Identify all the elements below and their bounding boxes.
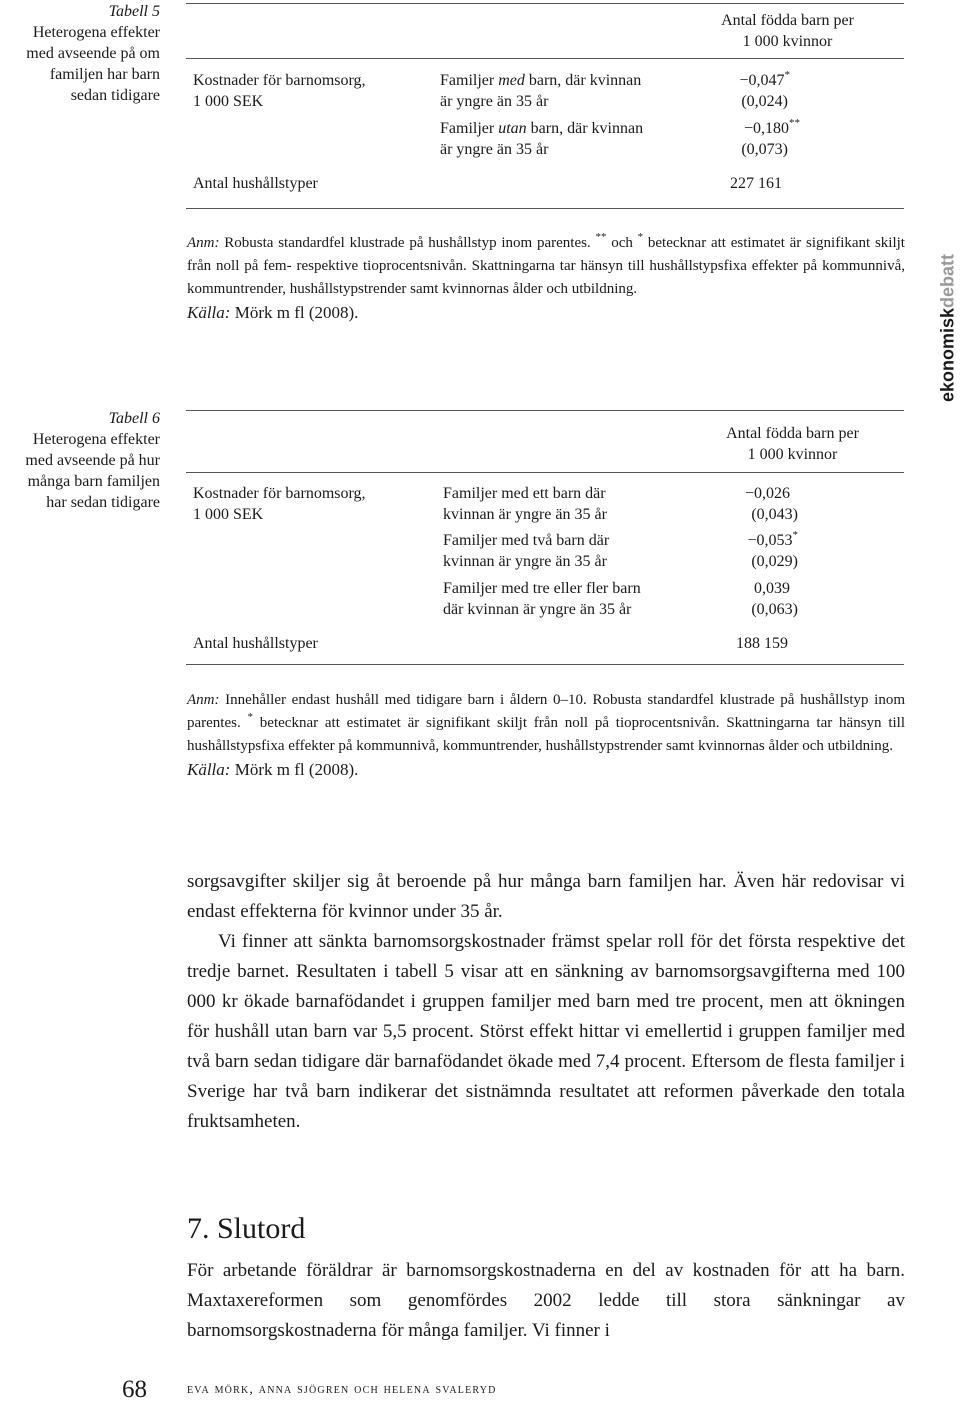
source-label: Källa: — [187, 303, 231, 322]
significance-stars: * — [784, 69, 790, 81]
table5-note — [187, 232, 905, 324]
table6-se — [690, 504, 798, 525]
significance-stars: ** — [595, 231, 607, 243]
table6-group-label — [443, 530, 609, 572]
significance-stars: * — [247, 711, 254, 723]
source-text: Mörk m fl (2008). — [230, 760, 359, 779]
table6-estimate-value: −0,026 — [744, 485, 790, 502]
table6-n-label: Antal hushållstyper — [193, 635, 318, 652]
body-paragraph: sorgsavgifter skiljer sig åt beroende på hur många barn familjen har. Även här redovisar vi endast effekterna för kvinnor under 35 år. — [187, 871, 905, 922]
note-text: och — [606, 235, 638, 251]
table6-se-value: (0,043) — [751, 506, 798, 523]
table5-group-text: barn, där kvinnan — [526, 120, 644, 137]
table5-col-header — [700, 10, 875, 52]
table5-caption-line: med avseende på om — [26, 45, 160, 62]
table6-bottom-rule — [186, 664, 904, 665]
table5-header-rule — [186, 58, 904, 59]
table6-col-header-line: 1 000 kvinnor — [747, 446, 838, 463]
table6-caption-line: med avseende på hur — [25, 452, 160, 469]
table6-estimate — [690, 530, 798, 551]
table6-group-text: Familjer med ett barn där — [443, 485, 606, 502]
table6-label: Tabell 6 — [108, 410, 160, 427]
table5-group-text: är yngre än 35 år — [440, 141, 549, 158]
table5-caption — [0, 1, 160, 106]
table5-caption-line: sedan tidigare — [70, 87, 160, 104]
table5-group-label — [440, 118, 643, 160]
page-number: 68 — [122, 1376, 147, 1403]
table6-group-label — [443, 483, 607, 525]
table6-estimate — [690, 578, 790, 599]
table6-col-header — [705, 423, 880, 465]
table5-estimate-value: −0,180 — [743, 120, 789, 137]
table6-se — [690, 599, 798, 620]
table6-estimate-value: 0,039 — [754, 580, 790, 597]
table5-group-text: barn, där kvinnan — [524, 72, 642, 89]
table6-group-label — [443, 578, 641, 620]
table5-estimate — [690, 70, 790, 91]
table5-row-label — [193, 70, 366, 112]
table5-group-emph: utan — [498, 120, 527, 137]
table6-note — [187, 689, 905, 781]
table6-caption — [0, 408, 160, 513]
body-text — [187, 867, 905, 1137]
table5-group-text: Familjer — [440, 120, 499, 137]
body-paragraph: För arbetande föräldrar är barnomsorgskostnaderna en del av kostnaden för att ha barn. Maxtaxereformen som genomfördes 2002 ledde till stora sänkningar av barnomsorgskostnaderna för många familjer. Vi finner i — [187, 1260, 905, 1341]
table5-n-label: Antal hushållstyper — [193, 175, 318, 192]
table6-se-value: (0,063) — [751, 601, 798, 618]
table6-col-header-line: Antal födda barn per — [726, 425, 859, 442]
table6-group-text: kvinnan är yngre än 35 år — [443, 553, 607, 570]
table6-group-text: kvinnan är yngre än 35 år — [443, 506, 607, 523]
table6-row-label — [193, 483, 366, 525]
table5-se-value: (0,024) — [741, 93, 788, 110]
running-footer-authors: eva mörk, anna sjögren och helena svaleryd — [187, 1382, 497, 1397]
significance-stars: ** — [789, 117, 800, 129]
note-text: betecknar att estimatet är signifikant skiljt från noll på tioprocentsnivån. Skattningarna tar hänsyn till hushållstypsfixa effekter på kommunnivå, kommuntrender, hushållstypstrender samt kvinnornas ålder och utbildning. — [187, 715, 905, 754]
table6-note-text — [187, 689, 905, 758]
section-heading: 7. Slutord — [187, 1212, 306, 1245]
table6-header-rule — [186, 472, 904, 473]
table6-source — [187, 758, 905, 781]
source-label: Källa: — [187, 760, 231, 779]
table5-source — [187, 301, 905, 324]
table5-caption-line: familjen har barn — [49, 66, 160, 83]
table6-top-rule — [186, 410, 904, 411]
body-text — [187, 1256, 905, 1346]
table6-row-label-line: Kostnader för barnomsorg, — [193, 485, 366, 502]
note-label: Anm: — [187, 692, 220, 708]
table5-group-text: Familjer — [440, 72, 499, 89]
table5-row-label-line: 1 000 SEK — [193, 93, 264, 110]
table5-top-rule — [186, 3, 904, 4]
logo-part: debatt — [937, 253, 958, 308]
table6-se — [690, 551, 798, 572]
table6-caption-line: har sedan tidigare — [46, 494, 160, 511]
table5-note-text — [187, 232, 905, 301]
table5-col-header-line: 1 000 kvinnor — [742, 33, 833, 50]
table5-se-value: (0,073) — [741, 141, 788, 158]
table5-estimate — [690, 118, 800, 139]
significance-stars: * — [792, 529, 798, 541]
table5-row-label-line: Kostnader för barnomsorg, — [193, 72, 366, 89]
table5-caption-line: Heterogena effekter — [32, 24, 160, 41]
table6-se-value: (0,029) — [751, 553, 798, 570]
table5-se — [690, 91, 788, 112]
table5-label: Tabell 5 — [108, 3, 160, 20]
table6-row-label-line: 1 000 SEK — [193, 506, 264, 523]
table5-estimate-value: −0,047 — [739, 72, 785, 89]
table5-col-header-line: Antal födda barn per — [721, 12, 854, 29]
table6-n-value: 188 159 — [736, 635, 788, 652]
table5-group-emph: med — [498, 72, 525, 89]
table6-caption-line: Heterogena effekter — [32, 431, 160, 448]
table6-group-text: Familjer med tre eller fler barn — [443, 580, 641, 597]
table6-estimate-value: −0,053 — [747, 532, 793, 549]
note-text: betecknar att estimatet är signifikant skiljt från noll på fem- respektive tioprocentsnivån. Skattningarna tar hänsyn till hushållstypsfixa effekter på kommunnivå, kommuntrender, hushållstypstrender samt kvinnornas ålder och utbildning. — [187, 235, 905, 297]
table5-se — [690, 139, 788, 160]
table5-group-text: är yngre än 35 år — [440, 93, 549, 110]
note-text: Robusta standardfel klustrade på hushållstyp inom parentes. — [219, 235, 596, 251]
ekonomiskdebatt-logo — [936, 243, 960, 413]
table5-group-label — [440, 70, 641, 112]
note-text: Innehåller endast hushåll med tidigare barn i åldern 0–10. Robusta standardfel klustrade på hushållstyp inom parentes. — [187, 692, 905, 731]
significance-stars: * — [637, 231, 644, 243]
note-label: Anm: — [187, 235, 220, 251]
table6-estimate — [690, 483, 790, 504]
logo-part: ekonomisk — [937, 307, 958, 403]
table6-group-text: Familjer med två barn där — [443, 532, 610, 549]
table6-group-text: där kvinnan är yngre än 35 år — [443, 601, 632, 618]
table6-caption-line: många barn familjen — [27, 473, 160, 490]
body-paragraph: Vi finner att sänkta barnomsorgskostnader främst spelar roll för det första respektive det tredje barnet. Resultaten i tabell 5 visar att en sänkning av barnomsorgsavgifterna med 100 000 kr ökade barnafödandet i gruppen familjer med barn med tre procent, men att ökningen för hushåll utan barn var 5,5 procent. Störst effekt hittar vi emellertid i gruppen familjer med två barn sedan tidigare där barnafödandet ökade med 7,4 procent. Eftersom de flesta familjer i Sverige har två barn indikerar det sistnämnda resultatet att reformen påverkade den totala fruktsamheten. — [187, 931, 905, 1132]
table5-bottom-rule — [186, 208, 904, 209]
table5-n-value: 227 161 — [730, 175, 782, 192]
source-text: Mörk m fl (2008). — [230, 303, 359, 322]
